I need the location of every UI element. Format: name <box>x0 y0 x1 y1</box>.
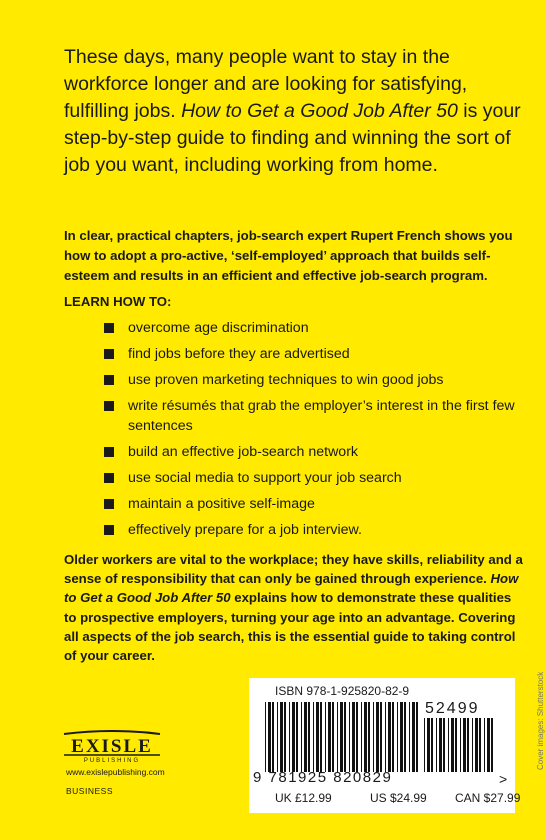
learn-heading: LEARN HOW TO: <box>64 294 172 309</box>
barcode-bar <box>376 702 379 772</box>
barcode-bar <box>368 702 370 772</box>
list-item: build an effective job-search network <box>104 442 524 462</box>
barcode-bar <box>409 702 410 772</box>
barcode-bar <box>272 702 274 772</box>
barcode-bar <box>277 702 278 772</box>
ean-digits: 9 781925 820829 <box>253 769 393 786</box>
barcode-bar <box>455 718 457 772</box>
barcode-bar <box>344 702 346 772</box>
barcode-bar <box>361 702 362 772</box>
barcode-bar <box>296 702 298 772</box>
logo-word: EXISLE <box>71 736 153 757</box>
barcode-bar <box>304 702 307 772</box>
barcode-bar <box>475 718 478 772</box>
barcode-bar <box>439 718 442 772</box>
barcode-bar <box>448 718 449 772</box>
barcode-bar <box>364 702 367 772</box>
barcode-bar <box>308 702 310 772</box>
description-paragraph: In clear, practical chapters, job-search expert Rupert French shows you how to adopt a pro-active, ‘self-employed’ approach that builds self-esteem and results in an efficient and effective job-search program. <box>64 228 513 283</box>
barcode-bar <box>412 702 415 772</box>
isbn-label: ISBN 978-1-925820-82-9 <box>275 684 410 698</box>
price-can: CAN $27.99 <box>455 791 521 805</box>
intro-text-2: is your step-by-step guide to finding and winning the sort of job you want, including working from home. <box>64 100 521 176</box>
barcode-bar <box>284 702 286 772</box>
barcode-bar <box>484 718 485 772</box>
intro-blurb <box>64 44 524 179</box>
barcode-bar <box>301 702 302 772</box>
barcode-bar <box>416 702 418 772</box>
barcode-bar <box>280 702 283 772</box>
barcode-bar <box>352 702 355 772</box>
bullet-square-icon <box>104 447 114 457</box>
barcode-bar <box>268 702 271 772</box>
quiet-zone-marker: > <box>499 771 508 787</box>
barcode-bar <box>487 718 490 772</box>
barcode-bar <box>328 702 331 772</box>
learn-list <box>104 318 524 546</box>
bullet-square-icon <box>104 525 114 535</box>
barcode-panel <box>249 678 521 813</box>
barcode-bar <box>404 702 406 772</box>
barcode-bar <box>313 702 314 772</box>
bullet-square-icon <box>104 473 114 483</box>
barcode-bar <box>443 718 445 772</box>
price-uk: UK £12.99 <box>275 791 332 805</box>
ean-barcode <box>265 702 420 772</box>
list-item: find jobs before they are advertised <box>104 344 524 364</box>
exisle-logo-icon <box>62 730 162 764</box>
barcode-bar <box>479 718 481 772</box>
barcode-bar <box>316 702 319 772</box>
barcode-bar <box>467 718 469 772</box>
barcode-bar <box>380 702 382 772</box>
barcode-bar <box>340 702 343 772</box>
closing-book-title: How to Get a Good Job After 50 <box>64 571 519 606</box>
price-us: US $24.99 <box>370 791 427 805</box>
barcode-bar <box>289 702 290 772</box>
barcode-bar <box>451 718 454 772</box>
closing-paragraph: Older workers are vital to the workplace; they have skills, reliability and a sense of responsibility that can only be gained through experience. How to Get a Good Job After 50 explains how to demonstrate these qualities to prospective employers, turning your age into an advantage. Covering all aspects of the job search, this is the essential guide to taking control of your career. <box>64 552 523 664</box>
barcode-bar <box>491 718 493 772</box>
bullet-square-icon <box>104 375 114 385</box>
bullet-square-icon <box>104 499 114 509</box>
barcode-bar <box>431 718 433 772</box>
barcode-bar <box>356 702 358 772</box>
bullet-square-icon <box>104 323 114 333</box>
addon-code: 52499 <box>425 700 480 717</box>
list-item: effectively prepare for a job interview. <box>104 520 524 540</box>
barcode-bar <box>460 718 461 772</box>
logo-sub: PUBLISHING <box>83 758 141 764</box>
barcode-bar <box>472 718 473 772</box>
category-label: BUSINESS <box>66 786 113 796</box>
publisher-url: www.exislepublishing.com <box>66 767 165 777</box>
intro-book-title: How to Get a Good Job After 50 <box>181 100 458 122</box>
barcode-bar <box>292 702 295 772</box>
list-item: maintain a positive self-image <box>104 494 524 514</box>
list-item: use social media to support your job search <box>104 468 524 488</box>
barcode-bar <box>385 702 386 772</box>
bullet-square-icon <box>104 349 114 359</box>
barcode-bar <box>349 702 350 772</box>
barcode-bar <box>332 702 334 772</box>
barcode-bar <box>373 702 374 772</box>
barcode-bar <box>337 702 338 772</box>
list-item: overcome age discrimination <box>104 318 524 338</box>
barcode-bar <box>325 702 326 772</box>
intro-text-1: These days, many people want to stay in the workforce longer and are looking for satisfying, fulfilling jobs. <box>64 46 468 122</box>
barcode-bar <box>320 702 322 772</box>
barcode-bar <box>265 702 266 772</box>
image-credit: Cover images: Shutterstock <box>536 671 545 770</box>
barcode-bar <box>400 702 403 772</box>
list-item: use proven marketing techniques to win good jobs <box>104 370 524 390</box>
barcode-bar <box>427 718 430 772</box>
bullet-square-icon <box>104 401 114 411</box>
barcode-bar <box>392 702 394 772</box>
barcode-bar <box>424 718 425 772</box>
barcode-bar <box>436 718 437 772</box>
list-item: write résumés that grab the employer’s interest in the first few sentences <box>104 396 524 436</box>
barcode-bar <box>463 718 466 772</box>
addon-barcode <box>424 718 496 772</box>
exisle-logo <box>62 730 162 764</box>
barcode-bar <box>388 702 391 772</box>
barcode-bar <box>397 702 398 772</box>
